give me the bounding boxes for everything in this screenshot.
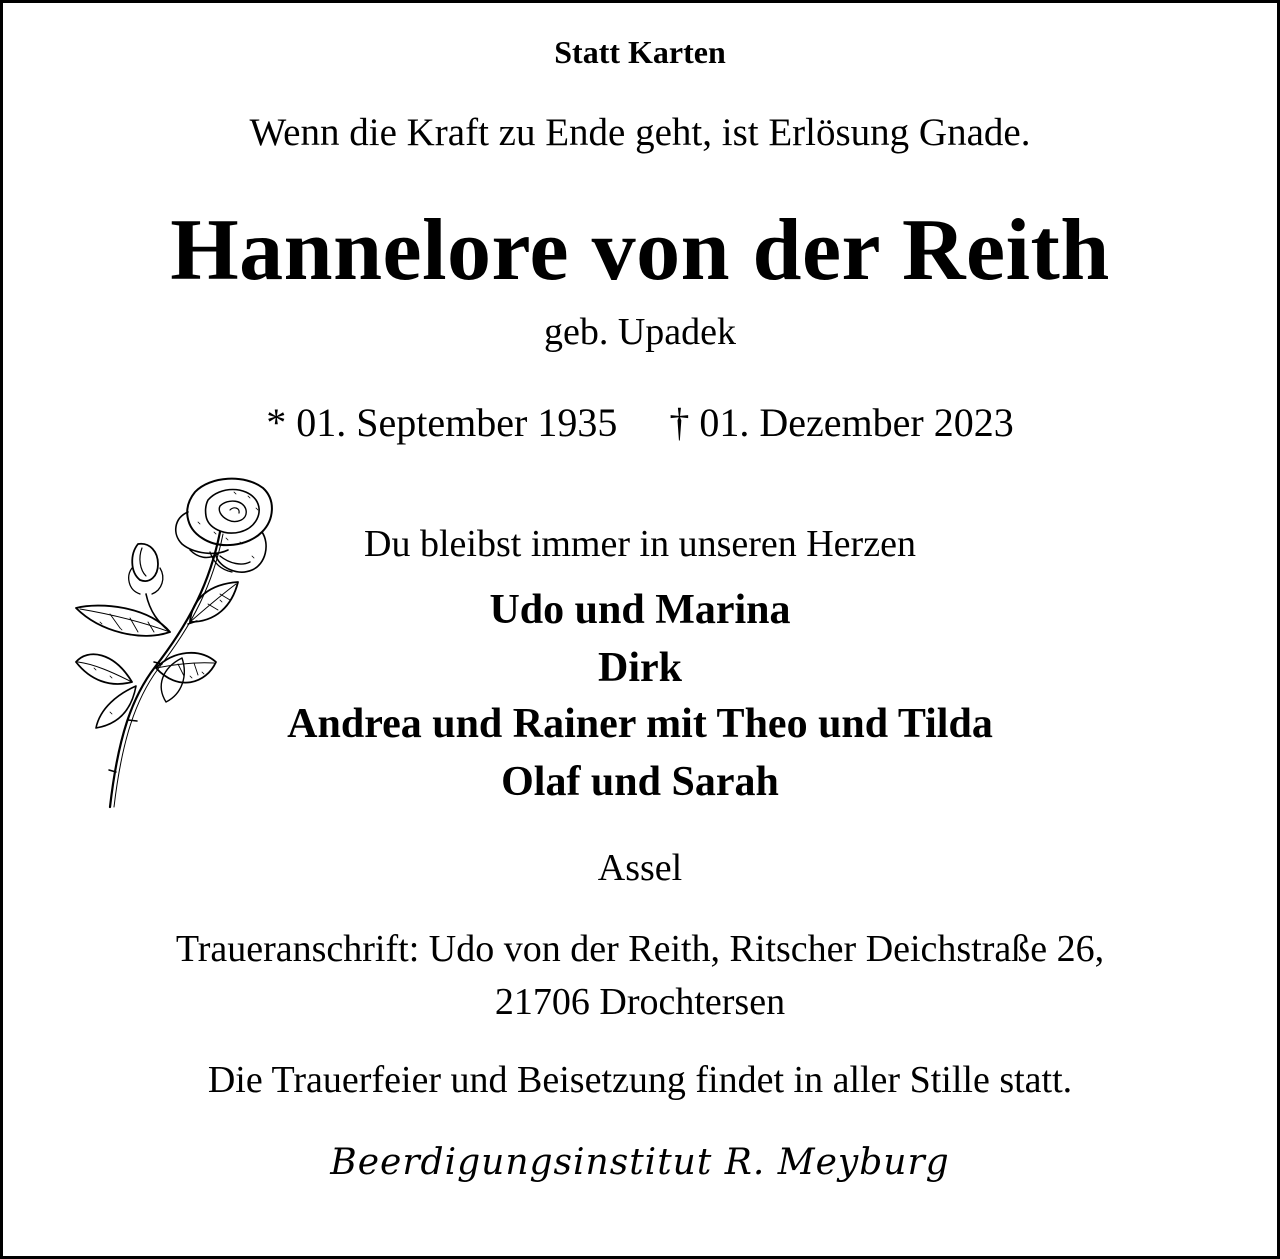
maiden-name: geb. Upadek — [543, 311, 737, 353]
mourning-address-line-2: 21706 Drochtersen — [494, 981, 786, 1023]
place-name: Assel — [597, 847, 683, 889]
death-date: † 01. Dezember 2023 — [669, 400, 1014, 445]
mourner-line: Dirk — [598, 645, 682, 691]
deceased-name: Hannelore von der Reith — [170, 202, 1110, 299]
mourner-line: Olaf und Sarah — [501, 759, 779, 805]
mourner-line: Udo und Marina — [489, 587, 791, 633]
birth-date: * 01. September 1935 — [266, 400, 618, 445]
service-note: Die Trauerfeier und Beisetzung findet in aller Stille statt. — [207, 1059, 1073, 1101]
life-dates — [0, 400, 1280, 445]
motto: Wenn die Kraft zu Ende geht, ist Erlösung Gnade. — [249, 111, 1031, 154]
mourner-line: Andrea und Rainer mit Theo und Tilda — [287, 701, 993, 747]
undertaker-name: Beerdigungsinstitut R. Meyburg — [330, 1142, 950, 1183]
remembrance-text: Du bleibst immer in unseren Herzen — [364, 523, 916, 565]
mourning-address-line-1: Traueranschrift: Udo von der Reith, Ritscher Deichstraße 26, — [175, 928, 1105, 970]
notice-header: Statt Karten — [554, 34, 726, 70]
